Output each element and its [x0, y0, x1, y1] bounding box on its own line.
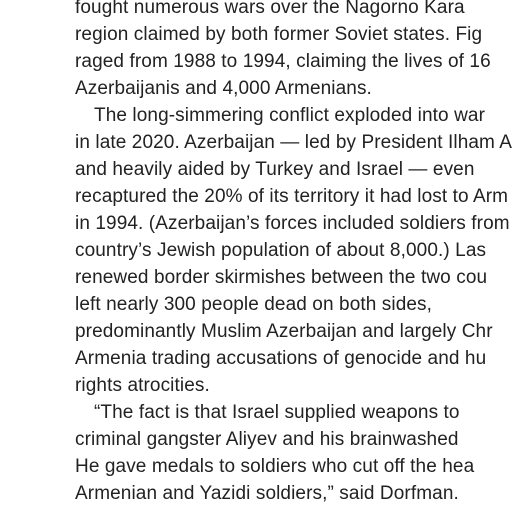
text-line: region claimed by both former Soviet states. Fig	[75, 24, 483, 45]
text-line: Azerbaijanis and 4,000 Armenians.	[75, 78, 372, 99]
text-line: He gave medals to soldiers who cut off the hea	[75, 456, 475, 477]
text-line: raged from 1988 to 1994, claiming the lives of 16	[75, 51, 491, 72]
text-line: and heavily aided by Turkey and Israel — even	[75, 159, 475, 180]
text-line: rights atrocities.	[75, 375, 210, 396]
text-line: fought numerous wars over the Nagorno Kara	[75, 0, 465, 18]
text-line: criminal gangster Aliyev and his brainwashed	[75, 429, 459, 450]
text-line: country’s Jewish population of about 8,000.) Las	[75, 240, 487, 261]
paragraph-first-line: “The fact is that Israel supplied weapons to	[94, 402, 460, 423]
paragraph-first-line: The long-simmering conflict exploded into war	[94, 105, 486, 126]
text-line: recaptured the 20% of its territory it had lost to Arm	[75, 186, 509, 207]
text-line: in late 2020. Azerbaijan — led by President Ilham A	[75, 132, 512, 153]
text-line: predominantly Muslim Azerbaijan and largely Chr	[75, 321, 493, 342]
text-line: left nearly 300 people dead on both sides,	[75, 294, 433, 315]
text-line: Armenia trading accusations of genocide and hu	[75, 348, 487, 369]
text-line: Armenian and Yazidi soldiers,” said Dorfman.	[75, 483, 459, 504]
article-body	[75, 0, 512, 507]
text-line: in 1994. (Azerbaijan’s forces included soldiers from	[75, 213, 510, 234]
text-line: renewed border skirmishes between the two cou	[75, 267, 488, 288]
